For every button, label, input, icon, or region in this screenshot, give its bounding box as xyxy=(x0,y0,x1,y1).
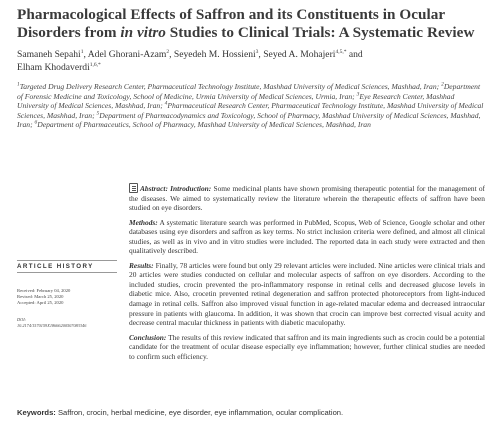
divider xyxy=(17,272,117,273)
methods-text: A systematic literature search was performed in PubMed, Scopus, Web of Science, Google scholar and other databases using eye disorders and saffron as key terms. No strict inclusion criteria were defined, and almost all clinical studies, as well as in vivo and in vitro studies were included. The reported data in each study were extracted and then qualitatively described. xyxy=(129,217,485,256)
introduction-text: Some medicinal plants have shown promising therapeutic potential for the management of the diseases. We aimed to systematically review the literature wherein the therapeutic effects of saffron have been studied on eye disorders. xyxy=(129,184,485,213)
title-italic: in vitro xyxy=(120,24,166,41)
conclusion-text: The results of this review indicated that saffron and its main ingredients such as crocin could be a potential candidate for the treatment of ocular disease especially eye inflammation; however, further clinical studies are needed to confirm such efficiency. xyxy=(129,332,485,361)
received-date: Received: February 04, 2020 xyxy=(17,288,71,293)
doi-block xyxy=(17,317,120,328)
methods-label: Methods: xyxy=(129,217,158,227)
abstract-methods xyxy=(129,218,485,256)
doi-label: DOI: xyxy=(17,317,27,323)
document-list-icon[interactable] xyxy=(129,183,138,193)
author: Samaneh Sepahi$^1$, xyxy=(17,48,88,60)
keywords xyxy=(17,408,487,417)
results-text: Finally, 78 articles were found but only 29 relevant articles were included. Nine articles were clinical trials and 20 articles were studies conducted on cellular and molecular aspects of saffron on eye disorders. According to the included studies, crocin prevented the pro-inflammatory response in retinal cells and decreased glucose levels in diabetic mice. Also, crocetin prevented retinal degeneration and saffron protected photoreceptors from light-induced damage in retinal cells. Saffron also improved visual function in age-related macular edema and decreased intraocular pressure in patients with glaucoma. In addition, it was shown that crocin can improve best corrected visual acuity and decrease central macular thickness in patients with diabetic maculopathy. xyxy=(129,260,485,328)
affiliation: $^1$Targeted Drug Delivery Research Center, Pharmaceutical Technology Institute, Mashhad University of Medical Sciences, Mashhad, Iran; xyxy=(17,81,442,91)
affiliations xyxy=(17,82,487,130)
abstract-introduction xyxy=(129,183,485,213)
title-text: Pharmacological Effects of Saffron and its Constituents in Ocular Disorders from xyxy=(17,6,445,41)
title-text-end: Studies to Clinical Trials: A Systematic Review xyxy=(165,24,475,41)
author-list xyxy=(17,49,487,74)
affiliation: $^4$Pharmaceutical Research Center, Pharmaceutical Technology Institute, Mashhad University of Medical Sciences, Mashhad, Iran; xyxy=(17,100,484,120)
abstract-results xyxy=(129,261,485,328)
abstract-conclusion xyxy=(129,333,485,362)
abstract-label: Abstract: xyxy=(140,184,171,193)
affiliation: $^5$Department of Pharmacodynamics and Toxicology, School of Pharmacy, Mashhad University of Medical Sciences, Mashhad, Iran; xyxy=(17,110,481,130)
revised-date: Revised: March 25, 2020 xyxy=(17,293,64,299)
conclusion-label: Conclusion: xyxy=(129,332,167,342)
doi-value[interactable]: 10.2174/1570159X18666200507083346 xyxy=(17,322,87,328)
abstract-body xyxy=(129,183,485,366)
author: Seyed A. Mohajeri$^{4,5,*}$ and xyxy=(263,48,363,60)
affiliation: $^6$Department of Pharmaceutics, School of Pharmacy, Mashhad University of Medical Sciences, Mashhad, Iran xyxy=(34,119,371,130)
results-label: Results: xyxy=(129,260,154,270)
introduction-label: Introduction: xyxy=(170,184,212,193)
divider xyxy=(17,260,117,261)
accepted-date: Accepted: April 25, 2020 xyxy=(17,299,64,305)
history-dates xyxy=(17,288,120,305)
author: Elham Khodaverdi$^{1,6,*}$ xyxy=(17,61,101,73)
author: Seyedeh M. Hossieni$^3$, xyxy=(173,48,264,60)
article-title xyxy=(17,6,487,42)
affiliation: $^2$Department of Forensic Medicine and Toxicology, School of Medicine, Urmia University of Medical Sciences, Urmia, Iran; xyxy=(17,81,481,101)
keywords-text: Saffron, crocin, herbal medicine, eye disorder, eye inflammation, ocular complication. xyxy=(55,408,344,417)
article-header xyxy=(17,6,487,130)
affiliation: $^3$Eye Research Center, Mashhad University of Medical Sciences, Mashhad, Iran; xyxy=(17,91,455,111)
keywords-label: Keywords: xyxy=(17,408,56,417)
abstract-section xyxy=(17,183,487,403)
author: Adel Ghorani-Azam$^2$, xyxy=(87,48,174,60)
article-history-heading: ARTICLE HISTORY xyxy=(17,263,94,270)
article-history-panel xyxy=(17,183,120,328)
